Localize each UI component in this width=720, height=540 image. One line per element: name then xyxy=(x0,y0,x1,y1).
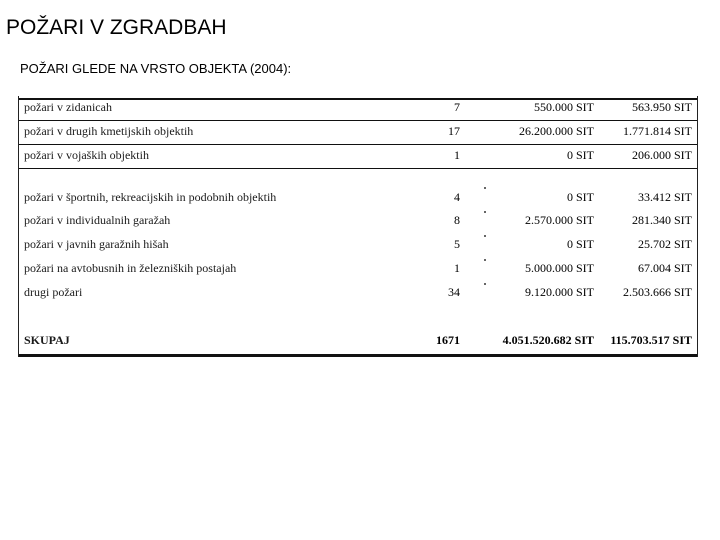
damage-cell: 26.200.000 SIT xyxy=(519,124,594,138)
insured-damage-cell: 281.340 SIT xyxy=(632,213,692,227)
table-row xyxy=(18,284,698,300)
object-type-cell: požari v individualnih garažah xyxy=(24,213,171,227)
object-type-cell: požari v drugih kmetijskih objektih xyxy=(24,124,194,138)
insured-damage-cell: 67.004 SIT xyxy=(638,261,692,275)
table-row xyxy=(18,123,698,139)
insured-damage-cell: 25.702 SIT xyxy=(638,237,692,251)
row-rule xyxy=(18,144,698,145)
object-type-cell: drugi požari xyxy=(24,285,83,299)
insured-damage-cell: 1.771.814 SIT xyxy=(623,124,692,138)
insured-damage-cell: 33.412 SIT xyxy=(638,190,692,204)
fire-count-cell: 4 xyxy=(454,190,460,204)
object-type-cell: požari v športnih, rekreacijskih in podobnih objektih xyxy=(24,190,277,204)
total-count: 1671 xyxy=(436,333,460,347)
object-type-cell: požari v zidanicah xyxy=(24,100,112,114)
page-title: POŽARI V ZGRADBAH xyxy=(6,16,227,39)
table-row xyxy=(18,99,698,115)
scan-dot xyxy=(484,187,486,189)
total-label: SKUPAJ xyxy=(24,333,70,347)
scan-dot xyxy=(484,259,486,261)
table-row xyxy=(18,260,698,276)
table-total-row xyxy=(18,332,698,348)
insured-damage-cell: 2.503.666 SIT xyxy=(623,285,692,299)
total-damage: 4.051.520.682 SIT xyxy=(502,333,594,347)
total-insured-damage: 115.703.517 SIT xyxy=(610,333,692,347)
damage-cell: 0 SIT xyxy=(567,237,594,251)
object-type-cell: požari v javnih garažnih hišah xyxy=(24,237,169,251)
insured-damage-cell: 206.000 SIT xyxy=(632,148,692,162)
fire-count-cell: 1 xyxy=(454,261,460,275)
scan-dot xyxy=(484,283,486,285)
damage-cell: 5.000.000 SIT xyxy=(525,261,594,275)
insured-damage-cell: 563.950 SIT xyxy=(632,100,692,114)
fire-count-cell: 8 xyxy=(454,213,460,227)
fire-count-cell: 1 xyxy=(454,148,460,162)
fire-count-cell: 5 xyxy=(454,237,460,251)
fire-count-cell: 7 xyxy=(454,100,460,114)
row-rule xyxy=(18,120,698,121)
table-row xyxy=(18,189,698,205)
damage-cell: 550.000 SIT xyxy=(534,100,594,114)
damage-cell: 0 SIT xyxy=(567,148,594,162)
scan-dot xyxy=(484,235,486,237)
object-type-cell: požari v vojaških objektih xyxy=(24,148,149,162)
table-caption: POŽARI GLEDE NA VRSTO OBJEKTA (2004): xyxy=(20,61,292,76)
table-row xyxy=(18,147,698,163)
object-type-cell: požari na avtobusnih in železniških postajah xyxy=(24,261,237,275)
table-row xyxy=(18,212,698,228)
table-bottom-rule xyxy=(18,354,698,357)
fire-count-cell: 34 xyxy=(448,285,460,299)
table-row xyxy=(18,236,698,252)
damage-cell: 0 SIT xyxy=(567,190,594,204)
scan-dot xyxy=(484,211,486,213)
damage-cell: 9.120.000 SIT xyxy=(525,285,594,299)
fire-count-cell: 17 xyxy=(448,124,460,138)
row-rule xyxy=(18,168,698,169)
damage-cell: 2.570.000 SIT xyxy=(525,213,594,227)
